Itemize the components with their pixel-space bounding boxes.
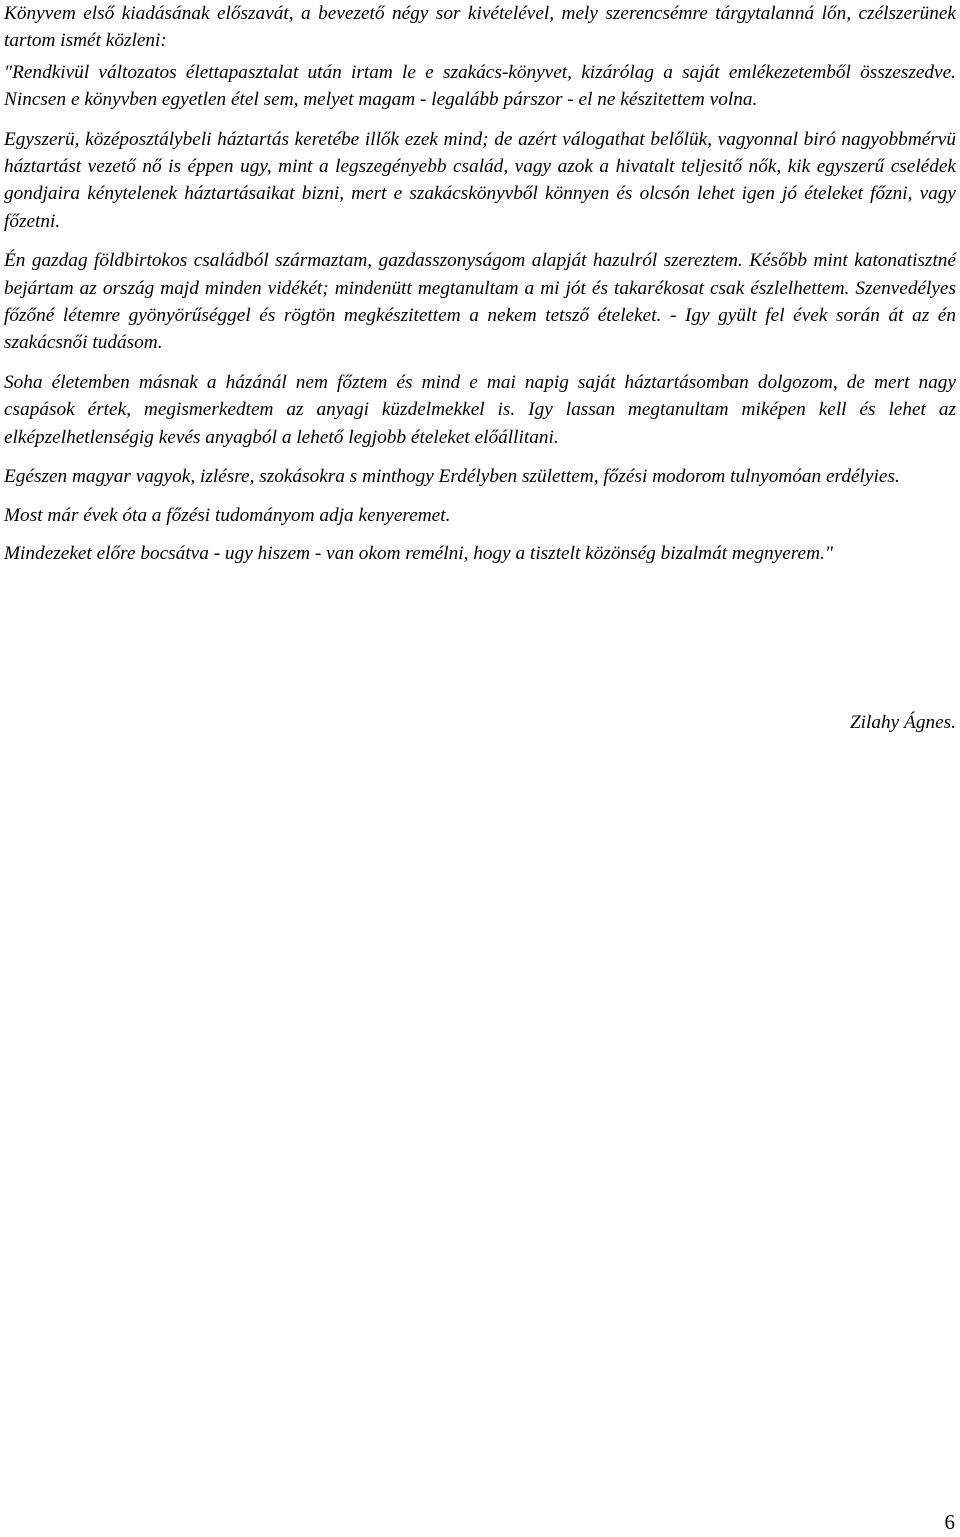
page-number: 6	[944, 1510, 955, 1534]
signature: Zilahy Ágnes.	[849, 712, 956, 733]
paragraph-closing: Mindezeket előre bocsátva - ugy hiszem - van okom remélni, hogy a tisztelt közönség bizalmát megnyerem."	[4, 542, 833, 564]
paragraph-background: Én gazdag földbirtokos családból származtam, gazdasszonyságom alapját hazulról szereztem. Később mint katonatisztné bejártam az ország majd minden vidékét; mindenütt megtanultam a mi jót és takarékosat csak észlelhettem. Szenvedélyes főzőné létemre gyönyörűséggel és rögtön megkészitettem a nekem tetsző ételeket. - Igy gyült fel évek során át az én szakácsnői tudásom.	[4, 250, 956, 354]
paragraph-hungarian: Egészen magyar vagyok, izlésre, szokásokra s minthogy Erdélyben születtem, főzési modorom tulnyomóan erdélyies.	[4, 466, 900, 488]
paragraph-experience: Soha életemben másnak a házánál nem főztem és mind e mai napig saját háztartásomban dolgozom, de mert nagy csapások értek, megismerkedtem az anyagi küzdelmekkel is. Igy lassan megtanultam miképen kell és lehet az elképzelhetlenségig kevés anyagból a lehető legjobb ételeket előállitani.	[4, 371, 956, 448]
paragraph-livelihood: Most már évek óta a főzési tudományom adja kenyeremet.	[4, 504, 451, 526]
document-body	[4, 0, 956, 567]
paragraph-quote-start: "Rendkivül változatos élettapasztalat után irtam le e szakács-könyvet, kizárólag a saját emlékezetemből összeszedve. Nincsen e könyvben egyetlen étel sem, melyet magam - legalább párszor - el ne készitettem volna.	[4, 61, 956, 111]
paragraph-household: Egyszerü, középosztálybeli háztartás keretébe illők ezek mind; de azért válogathat belőlük, vagyonnal biró nagyobbmérvü háztartást vezető nő is éppen ugy, mint a legszegényebb család, vagy azok a hivatalt teljesitő nők, kik egyszerű cselédek gondjaira kénytelenek háztartásaikat bizni, mert e szakácskönyvből könnyen és olcsón lehet igen jó ételeket főzni, vagy főzetni.	[4, 128, 956, 232]
paragraph-intro: Könyvem első kiadásának előszavát, a bevezető négy sor kivételével, mely szerencsémre tárgytalanná lőn, czélszerünek tartom ismét közleni:	[4, 3, 956, 52]
